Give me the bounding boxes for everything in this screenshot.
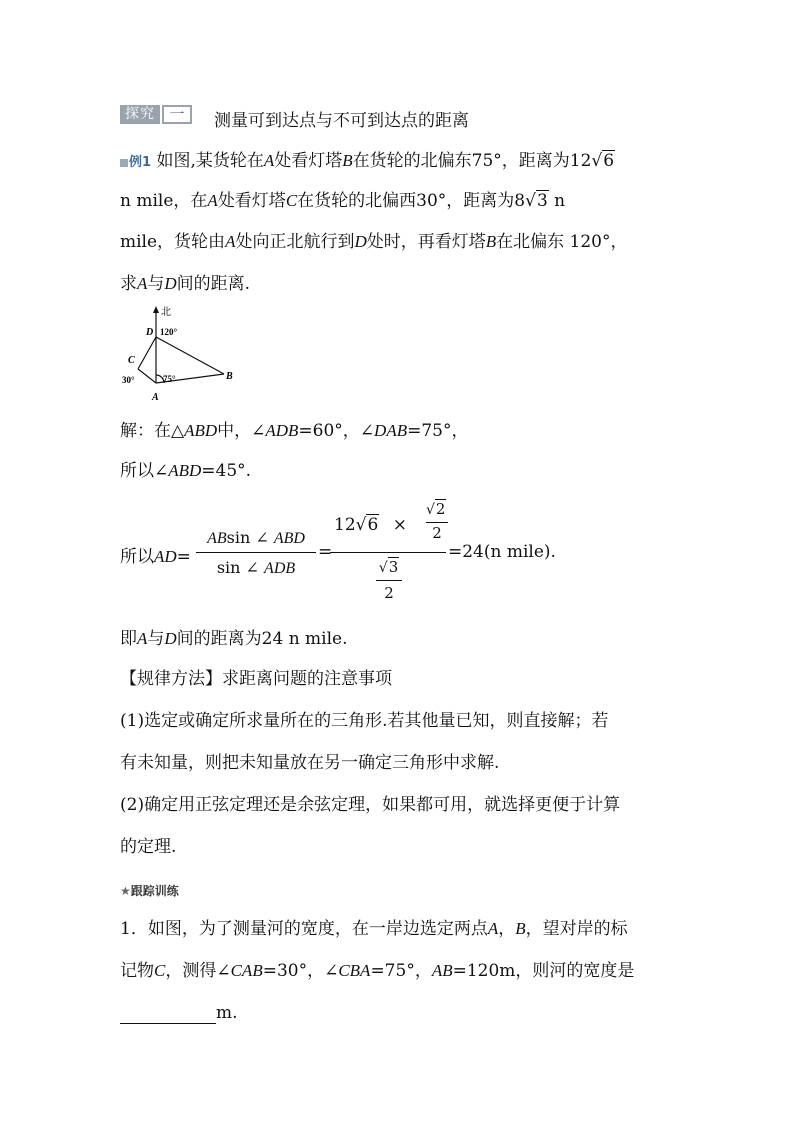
method-item-2-line-1: (2)确定用正弦定理还是余弦定理，如果都可用，就选择更便于计算 [120,795,621,815]
example-line-2: n mile，在A处看灯塔C在货轮的北偏西30°，距离为8√3 n [120,191,566,211]
figure-label-B: B [226,371,233,382]
section-tag [120,104,192,124]
method-item-2-line-2: 的定理. [120,837,177,857]
example-line-1: 例1 如图,某货轮在A处看灯塔B在货轮的北偏东75°，距离为12√6 [120,150,615,174]
practice-q1-line-1: 1．如图，为了测量河的宽度，在一岸边选定两点A，B，望对岸的标 [120,919,628,939]
method-heading: 【规律方法】求距离问题的注意事项 [120,669,392,689]
practice-q1-line-2: 记物C，测得∠CAB=30°，∠CBA=75°，AB=120m，则河的宽度是 [120,961,635,981]
formula: 所以AD= ABsin ∠ ABD sin ∠ ADB = 12√6 × √2 2 √3 2 =24(n mile). [120,500,556,602]
star-icon: ★ [120,884,131,898]
practice-q1-answer: m. [120,1002,238,1024]
method-item-1-line-1: (1)选定或确定所求量所在的三角形.若其他量已知，则直接解；若 [120,711,609,731]
example-badge-icon [120,159,128,167]
segment-AC [138,369,156,383]
solution-line-1: 解：在△ABD中，∠ADB=60°，∠DAB=75°， [120,421,469,441]
example-figure [118,305,248,405]
example-line-3: mile，货轮由A处向正北航行到D处时，再看灯塔B在北偏东 120°， [120,232,628,252]
practice-heading: ★跟踪训练 [120,884,179,898]
example-badge: 例1 [120,152,151,174]
answer-blank[interactable] [120,1007,216,1024]
segment-DB [156,337,224,374]
solution-line-2: 所以∠ABD=45°. [120,461,252,481]
method-item-1-line-2: 有未知量，则把未知量放在另一确定三角形中求解. [120,753,500,773]
sqrt-6: √6 [591,151,615,171]
section-tag-number: 一 [162,105,192,124]
figure-label-D: D [146,327,154,338]
north-arrow-icon [153,306,159,313]
fraction-law-of-sines: ABsin ∠ ABD [207,528,305,547]
figure-label-A: A [152,392,159,403]
fraction-numeric: 12√6 × √2 2 [330,500,446,550]
solution-conclusion: 即A与D间的距离为24 n mile. [120,629,348,649]
figure-angle-75: 75° [163,374,176,384]
figure-angle-120: 120° [160,327,178,337]
example-line-4: 求A与D间的距离. [120,274,251,294]
section-title: 测量可到达点与不可到达点的距离 [214,111,469,131]
section-tag-label: 探究 [120,105,160,124]
segment-CD [138,337,156,369]
figure-angle-30: 30° [122,375,135,385]
figure-label-C: C [128,355,135,366]
sqrt-3: √3 [525,191,548,211]
figure-north-label: 北 [161,307,171,318]
